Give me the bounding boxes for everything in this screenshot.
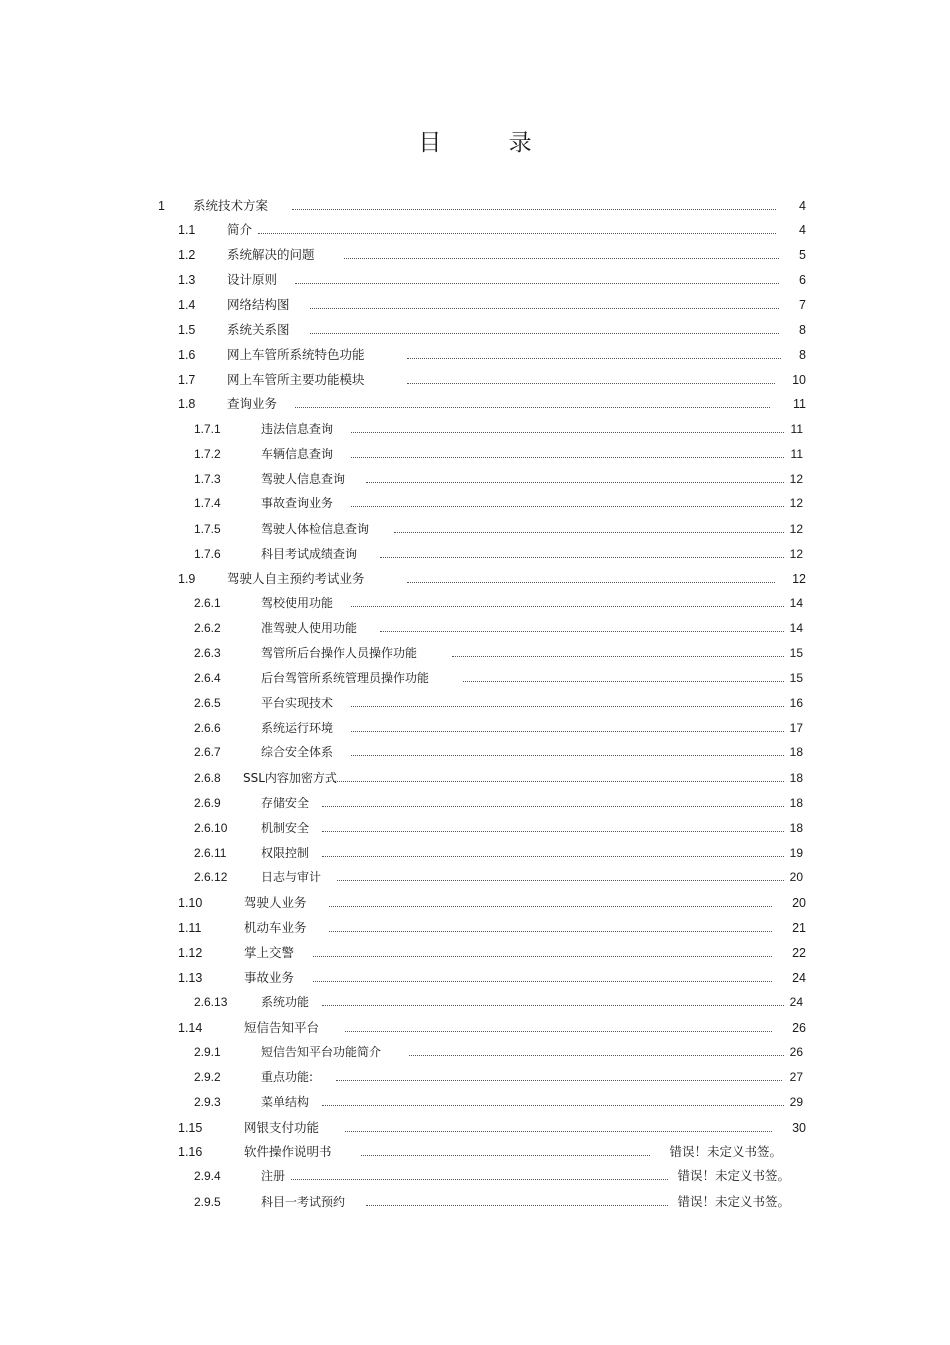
toc-entry[interactable] — [0, 518, 950, 540]
toc-dot-leader — [380, 557, 784, 558]
toc-dot-leader — [322, 1105, 784, 1106]
toc-dot-leader — [345, 1031, 772, 1032]
toc-entry-page: 12 — [789, 522, 803, 536]
toc-entry-title: 简介 — [227, 222, 253, 237]
toc-entry-title: 系统功能 — [261, 995, 310, 1009]
toc-entry-number: 1.10 — [178, 896, 203, 910]
toc-entry-page: 19 — [789, 846, 803, 860]
toc-entry-number: 2.6.4 — [194, 671, 221, 685]
toc-dot-leader — [313, 956, 772, 957]
toc-dot-leader — [329, 906, 772, 907]
toc-entry-number: 2.9.3 — [194, 1095, 221, 1109]
toc-entry[interactable] — [0, 244, 950, 266]
toc-dot-leader — [452, 656, 784, 657]
toc-entry-page: 24 — [789, 995, 803, 1009]
toc-entry-title: 科目考试成绩查询 — [261, 547, 358, 561]
toc-entry-page: 11 — [790, 422, 803, 436]
toc-entry-number: 2.9.4 — [194, 1169, 221, 1183]
toc-entry-number: 1.13 — [178, 971, 203, 985]
toc-entry-page: 12 — [789, 547, 803, 561]
toc-entry[interactable] — [0, 617, 950, 639]
toc-entry[interactable] — [0, 369, 950, 391]
toc-entry[interactable] — [0, 1141, 950, 1163]
toc-entry-title: 综合安全体系 — [261, 745, 334, 759]
toc-dot-leader — [409, 1055, 784, 1056]
toc-entry[interactable] — [0, 892, 950, 914]
toc-dot-leader — [322, 1005, 784, 1006]
toc-entry[interactable] — [0, 269, 950, 291]
toc-entry-number: 1.11 — [178, 921, 202, 935]
toc-dot-leader — [295, 283, 779, 284]
toc-dot-leader — [351, 432, 784, 433]
toc-entry-number: 1.7.1 — [194, 422, 221, 436]
toc-entry-page: 4 — [799, 199, 806, 213]
toc-entry-number: 1.1 — [178, 223, 196, 237]
toc-entry-page: 26 — [789, 1045, 803, 1059]
toc-entry-title: 驾驶人业务 — [244, 895, 307, 910]
toc-entry-page: 29 — [789, 1095, 803, 1109]
toc-entry[interactable] — [0, 842, 950, 864]
toc-dot-leader — [336, 1080, 782, 1081]
toc-entry-page: 30 — [792, 1121, 806, 1135]
toc-entry-page: 14 — [789, 621, 803, 635]
toc-entry[interactable] — [0, 967, 950, 989]
toc-entry-title: 系统技术方案 — [193, 198, 269, 213]
toc-entry[interactable] — [0, 942, 950, 964]
toc-entry-number: 2.9.5 — [194, 1195, 221, 1209]
toc-dot-leader — [345, 1131, 772, 1132]
toc-entry-page: 20 — [792, 896, 806, 910]
toc-entry-title: 日志与审计 — [261, 870, 322, 884]
toc-entry-page: 18 — [789, 771, 803, 785]
toc-entry-number: 1.14 — [178, 1021, 203, 1035]
toc-dot-leader — [351, 706, 784, 707]
toc-dot-leader — [394, 532, 784, 533]
toc-entry-number: 1.6 — [178, 348, 196, 362]
toc-entry[interactable] — [0, 393, 950, 415]
toc-entry[interactable] — [0, 792, 950, 814]
toc-entry-page: 12 — [789, 472, 803, 486]
toc-entry-number: 1.7.5 — [194, 522, 221, 536]
toc-entry-title: 网络结构图 — [227, 297, 290, 312]
toc-entry-title: 网银支付功能 — [244, 1120, 320, 1135]
toc-dot-leader — [366, 482, 784, 483]
page-title: 目 录 — [418, 130, 562, 156]
toc-entry[interactable] — [0, 195, 950, 217]
toc-dot-leader — [313, 981, 772, 982]
toc-entry-title: 设计原则 — [227, 272, 278, 287]
toc-dot-leader — [361, 1155, 650, 1156]
toc-entry[interactable] — [0, 917, 950, 939]
toc-entry-number: 2.6.12 — [194, 870, 228, 884]
toc-entry[interactable] — [0, 443, 950, 465]
toc-entry-title: 驾校使用功能 — [261, 596, 334, 610]
toc-entry-page: 16 — [789, 696, 803, 710]
toc-entry-number: 1.12 — [178, 946, 203, 960]
toc-entry-title: 准驾驶人使用功能 — [261, 621, 358, 635]
toc-entry[interactable] — [0, 592, 950, 614]
toc-entry-title: SSL内容加密方式 — [243, 771, 337, 785]
toc-entry-title: 机制安全 — [261, 821, 310, 835]
toc-dot-leader — [407, 383, 775, 384]
toc-entry-number: 1.7 — [178, 373, 196, 387]
toc-entry[interactable] — [0, 418, 950, 440]
toc-entry-page: 17 — [789, 721, 803, 735]
toc-entry-number: 1.4 — [178, 298, 196, 312]
toc-entry-title: 短信告知平台功能简介 — [261, 1045, 382, 1059]
toc-entry-page: 15 — [789, 646, 803, 660]
toc-dot-leader — [351, 606, 784, 607]
toc-entry-number: 2.6.7 — [194, 745, 221, 759]
toc-entry[interactable] — [0, 692, 950, 714]
toc-entry-title: 重点功能: — [261, 1070, 314, 1084]
toc-dot-leader — [322, 806, 784, 807]
toc-entry-title: 车辆信息查询 — [261, 447, 334, 461]
toc-entry[interactable] — [0, 468, 950, 490]
toc-entry-title: 系统运行环境 — [261, 721, 334, 735]
toc-dot-leader — [407, 582, 775, 583]
toc-entry-title: 系统关系图 — [227, 322, 290, 337]
toc-entry-number: 2.6.6 — [194, 721, 221, 735]
toc-entry-number: 2.6.9 — [194, 796, 221, 810]
toc-entry-number: 1.15 — [178, 1121, 203, 1135]
toc-entry[interactable] — [0, 667, 950, 689]
toc-entry-page: 12 — [789, 496, 803, 510]
toc-entry-number: 2.6.5 — [194, 696, 221, 710]
toc-entry[interactable] — [0, 1091, 950, 1113]
toc-entry-page: 5 — [799, 248, 806, 262]
toc-entry-number: 2.9.1 — [194, 1045, 221, 1059]
toc-entry-title: 驾驶人体检信息查询 — [261, 522, 370, 536]
toc-entry-page: 21 — [792, 921, 806, 935]
toc-entry-number: 2.6.2 — [194, 621, 221, 635]
toc-dot-leader — [337, 880, 784, 881]
toc-entry-page: 10 — [792, 373, 806, 387]
toc-entry-title: 事故业务 — [244, 970, 295, 985]
toc-entry-page: 7 — [799, 298, 806, 312]
toc-entry[interactable] — [0, 492, 950, 514]
toc-entry-page: 8 — [799, 323, 806, 337]
toc-entry-title: 注册 — [261, 1169, 286, 1183]
toc-entry-number: 1.5 — [178, 323, 196, 337]
toc-entry[interactable] — [0, 219, 950, 241]
toc-dot-leader — [310, 333, 779, 334]
toc-entry-number: 2.6.3 — [194, 646, 221, 660]
toc-entry-title: 菜单结构 — [261, 1095, 310, 1109]
toc-entry-number: 1.3 — [178, 273, 196, 287]
toc-entry-page: 22 — [792, 946, 806, 960]
toc-dot-leader — [258, 233, 776, 234]
toc-entry-page: 18 — [789, 796, 803, 810]
toc-dot-leader — [322, 831, 784, 832]
toc-dot-leader — [407, 358, 781, 359]
toc-entry-number: 2.9.2 — [194, 1070, 221, 1084]
toc-entry-title: 后台驾管所系统管理员操作功能 — [261, 671, 430, 685]
toc-entry-title: 科目一考试预约 — [261, 1195, 346, 1209]
toc-entry-page: 4 — [799, 223, 806, 237]
toc-entry[interactable] — [0, 1066, 950, 1088]
toc-entry[interactable] — [0, 1165, 950, 1187]
toc-entry-number: 2.6.10 — [194, 821, 228, 835]
toc-entry[interactable] — [0, 991, 950, 1013]
toc-dot-leader — [463, 681, 784, 682]
toc-entry-page: 6 — [799, 273, 806, 287]
toc-entry-page: 18 — [789, 745, 803, 759]
toc-entry-number: 1.8 — [178, 397, 196, 411]
toc-entry-title: 网上车管所系统特色功能 — [227, 347, 365, 362]
toc-entry-title: 掌上交警 — [244, 945, 295, 960]
toc-entry-number: 1.7.2 — [194, 447, 221, 461]
toc-entry-page: 27 — [789, 1070, 803, 1084]
toc-dot-leader — [366, 1205, 668, 1206]
toc-entry[interactable] — [0, 568, 950, 590]
toc-entry[interactable] — [0, 344, 950, 366]
toc-entry[interactable] — [0, 817, 950, 839]
toc-dot-leader — [295, 407, 770, 408]
toc-dot-leader — [292, 209, 776, 210]
toc-entry-page: 错误！未定义书签。 — [677, 1194, 790, 1209]
toc-entry-title: 违法信息查询 — [261, 422, 334, 436]
toc-entry[interactable] — [0, 767, 950, 789]
toc-entry[interactable] — [0, 294, 950, 316]
toc-entry-title: 网上车管所主要功能模块 — [227, 372, 365, 387]
toc-entry[interactable] — [0, 319, 950, 341]
toc-entry-number: 2.6.13 — [194, 995, 228, 1009]
toc-dot-leader — [291, 1179, 668, 1180]
toc-dot-leader — [351, 457, 784, 458]
toc-entry-page: 错误！未定义书签。 — [677, 1168, 790, 1183]
toc-dot-leader — [380, 631, 784, 632]
toc-dot-leader — [310, 308, 779, 309]
toc-entry-title: 驾驶人信息查询 — [261, 472, 346, 486]
toc-entry[interactable] — [0, 717, 950, 739]
toc-dot-leader — [351, 731, 784, 732]
toc-entry-number: 1.9 — [178, 572, 196, 586]
toc-entry[interactable] — [0, 642, 950, 664]
toc-dot-leader — [329, 931, 772, 932]
toc-entry[interactable] — [0, 1117, 950, 1139]
toc-dot-leader — [344, 258, 779, 259]
toc-dot-leader — [322, 856, 784, 857]
toc-entry-title: 系统解决的问题 — [227, 247, 315, 262]
toc-entry[interactable] — [0, 543, 950, 565]
toc-entry-title: 驾管所后台操作人员操作功能 — [261, 646, 418, 660]
toc-entry-title: 权限控制 — [261, 846, 310, 860]
toc-dot-leader — [351, 755, 784, 756]
toc-entry-title: 机动车业务 — [244, 920, 307, 935]
toc-entry-page: 14 — [789, 596, 803, 610]
toc-entry-page: 24 — [792, 971, 806, 985]
toc-entry-number: 2.6.1 — [194, 596, 221, 610]
toc-entry[interactable] — [0, 1191, 950, 1213]
toc-entry-page: 11 — [790, 447, 803, 461]
toc-entry[interactable] — [0, 741, 950, 763]
toc-entry-number: 2.6.8 — [194, 771, 221, 785]
toc-entry[interactable] — [0, 1041, 950, 1063]
toc-entry-page: 15 — [789, 671, 803, 685]
toc-entry-page: 20 — [789, 870, 803, 884]
toc-entry-number: 1 — [158, 199, 165, 213]
toc-entry-page: 11 — [793, 397, 806, 411]
toc-entry-page: 错误！未定义书签。 — [669, 1144, 782, 1159]
toc-entry-number: 2.6.11 — [194, 846, 227, 860]
toc-entry-number: 1.7.6 — [194, 547, 221, 561]
toc-entry[interactable] — [0, 866, 950, 888]
toc-entry-page: 26 — [792, 1021, 806, 1035]
toc-entry-number: 1.7.3 — [194, 472, 221, 486]
toc-entry-number: 1.2 — [178, 248, 196, 262]
toc-entry-number: 1.16 — [178, 1145, 203, 1159]
toc-entry-title: 软件操作说明书 — [244, 1144, 332, 1159]
toc-entry-title: 平台实现技术 — [261, 696, 334, 710]
toc-entry-title: 查询业务 — [227, 396, 278, 411]
toc-entry-title: 存储安全 — [261, 796, 310, 810]
toc-dot-leader — [333, 781, 784, 782]
toc-entry[interactable] — [0, 1017, 950, 1039]
toc-entry-page: 12 — [792, 572, 806, 586]
toc-entry-title: 事故查询业务 — [261, 496, 334, 510]
toc-entry-page: 18 — [789, 821, 803, 835]
toc-entry-title: 驾驶人自主预约考试业务 — [227, 571, 365, 586]
toc-entry-page: 8 — [799, 348, 806, 362]
toc-entry-title: 短信告知平台 — [244, 1020, 320, 1035]
toc-entry-number: 1.7.4 — [194, 496, 221, 510]
toc-dot-leader — [351, 506, 784, 507]
